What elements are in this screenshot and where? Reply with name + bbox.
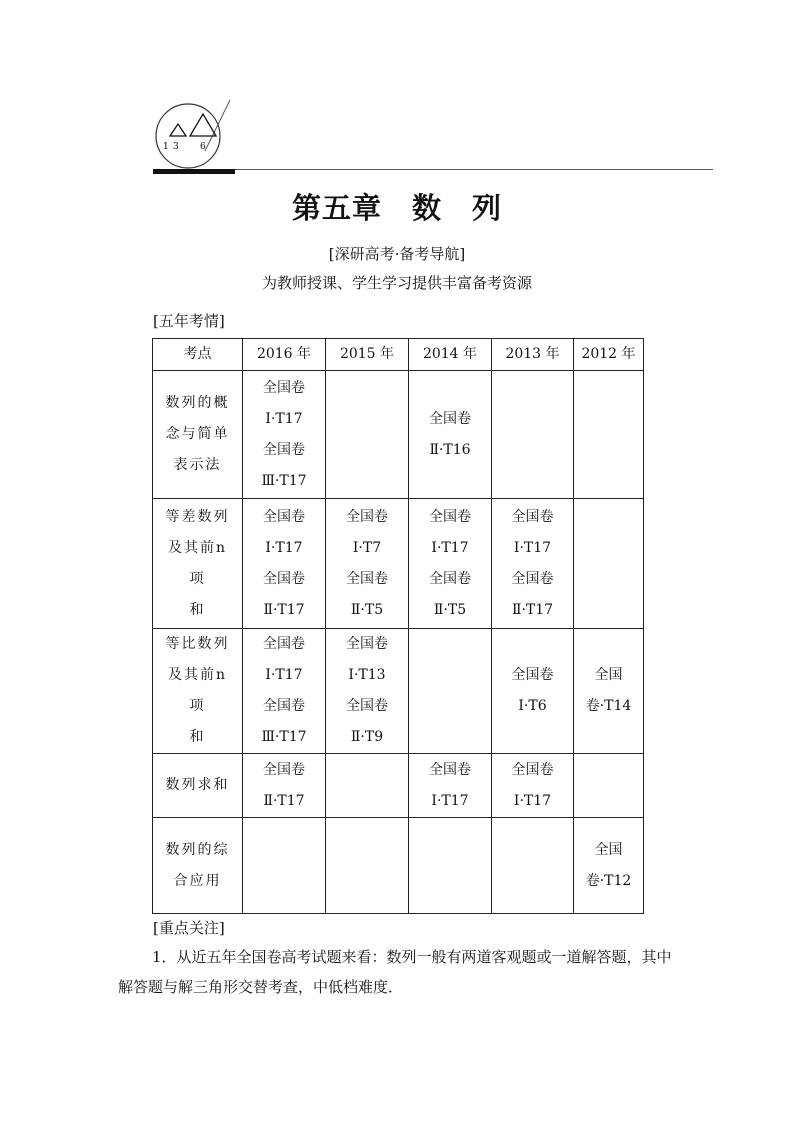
chapter-title: 第五章 数 列 xyxy=(291,191,502,225)
exam-cell-line: 卷·T12 xyxy=(585,872,632,889)
logo-number-3: 3 xyxy=(173,142,179,152)
section-focus-label: [重点关注] xyxy=(153,919,225,937)
table-header-cell: 考点 xyxy=(153,339,243,371)
exam-cell-line: Ⅱ·T17 xyxy=(263,792,305,809)
exam-cell xyxy=(409,371,492,499)
exam-cell-line: 全国卷 xyxy=(429,570,471,587)
exam-cell-line: 全国卷 xyxy=(263,570,305,587)
topic-line: 念与简单 xyxy=(165,426,230,442)
exam-cell-line: Ⅰ·T17 xyxy=(431,792,469,809)
topic-line: 表示法 xyxy=(173,457,222,473)
exam-cell-line: 全国卷 xyxy=(429,410,471,427)
exam-cell xyxy=(243,818,326,914)
exam-cell-line: 全国卷 xyxy=(346,698,388,714)
exam-cell xyxy=(243,371,326,499)
topic-line: 等比数列 xyxy=(165,636,230,652)
topic-line: 数列求和 xyxy=(165,777,230,793)
exam-cell-line: Ⅱ·T9 xyxy=(350,729,384,745)
exam-cell-line: Ⅰ·T6 xyxy=(518,698,547,714)
exam-cell-line: Ⅰ·T17 xyxy=(265,667,303,683)
header-bar xyxy=(153,169,235,174)
exam-cell xyxy=(574,371,644,499)
table-header-cell: 2013 年 xyxy=(492,339,574,371)
exam-cell-line: 全国卷 xyxy=(511,570,554,587)
topic-cell xyxy=(153,754,243,818)
exam-cell-line: 全国 xyxy=(594,841,623,858)
exam-cell-line: 全国卷 xyxy=(511,761,554,778)
exam-cell-line: 全国卷 xyxy=(429,508,471,525)
logo-number-6: 6 xyxy=(200,142,206,152)
topic-line: 和 xyxy=(189,729,206,745)
exam-cell xyxy=(492,629,574,754)
exam-cell-line: 全国卷 xyxy=(263,441,305,458)
table-row xyxy=(153,818,644,914)
exam-cell-line: Ⅲ·T17 xyxy=(261,472,307,489)
guide-title: [深研高考·备考导航] xyxy=(328,245,466,263)
table-header-cell: 2015 年 xyxy=(326,339,409,371)
exam-cell-line: 全国卷 xyxy=(263,636,305,652)
exam-cell-line: 全国卷 xyxy=(263,698,305,714)
exam-cell-line: 全国卷 xyxy=(263,508,305,525)
exam-cell xyxy=(243,499,326,629)
exam-cell xyxy=(326,629,409,754)
exam-cell-line: 全国卷 xyxy=(346,570,388,587)
topic-line: 及其前n项 xyxy=(167,667,228,714)
exam-cell xyxy=(409,754,492,818)
exam-cell-line: 全国卷 xyxy=(346,508,388,525)
table-header-row xyxy=(153,339,644,371)
exam-cell xyxy=(326,499,409,629)
exam-cell-line: 全国卷 xyxy=(346,636,388,652)
exam-cell xyxy=(409,499,492,629)
exam-cell-line: 卷·T14 xyxy=(585,698,632,714)
logo-number-1: 1 xyxy=(163,142,169,152)
topic-line: 和 xyxy=(189,601,206,618)
table-header-cell: 2012 年 xyxy=(574,339,644,371)
exam-cell-line: Ⅱ·T16 xyxy=(429,441,471,458)
topic-cell xyxy=(153,818,243,914)
exam-cell-line: 全国卷 xyxy=(429,761,471,778)
exam-cell xyxy=(326,818,409,914)
table-header-cell: 2016 年 xyxy=(243,339,326,371)
table-row xyxy=(153,499,644,629)
topic-cell xyxy=(153,371,243,499)
exam-cell xyxy=(409,818,492,914)
exam-cell xyxy=(574,499,644,629)
exam-cell xyxy=(243,754,326,818)
exam-cell xyxy=(492,371,574,499)
exam-cell xyxy=(326,371,409,499)
topic-line: 及其前n项 xyxy=(167,539,228,587)
exam-cell-line: Ⅰ·T17 xyxy=(513,792,552,809)
exam-cell-line: Ⅰ·T17 xyxy=(431,539,469,556)
table-row xyxy=(153,629,644,754)
exam-cell-line: Ⅱ·T5 xyxy=(433,601,467,618)
topic-line: 合应用 xyxy=(173,872,222,889)
large-triangle-icon xyxy=(190,114,216,136)
exam-cell-line: 全国 xyxy=(594,667,623,683)
exam-cell-line: 全国卷 xyxy=(511,667,554,683)
exam-table xyxy=(152,338,644,914)
exam-cell xyxy=(492,499,574,629)
topic-line: 等差数列 xyxy=(165,508,230,525)
exam-cell-line: Ⅱ·T17 xyxy=(511,601,554,618)
table-header-cell: 2014 年 xyxy=(409,339,492,371)
exam-cell xyxy=(574,818,644,914)
header-rule xyxy=(153,169,713,170)
exam-cell-line: Ⅰ·T17 xyxy=(513,539,552,556)
exam-cell xyxy=(574,754,644,818)
topic-line: 数列的概 xyxy=(165,395,230,411)
exam-cell-line: Ⅰ·T17 xyxy=(265,410,303,427)
exam-cell xyxy=(243,629,326,754)
exam-cell-line: Ⅰ·T13 xyxy=(348,667,386,683)
topic-cell xyxy=(153,629,243,754)
exam-cell xyxy=(492,754,574,818)
exam-cell-line: Ⅱ·T17 xyxy=(263,601,305,618)
exam-cell xyxy=(409,629,492,754)
table-row xyxy=(153,754,644,818)
small-triangle-icon xyxy=(170,124,186,136)
guide-subtitle: 为教师授课、学生学习提供丰富备考资源 xyxy=(261,274,532,292)
section-five-years-label: [五年考情] xyxy=(153,312,225,330)
exam-cell-line: Ⅰ·T17 xyxy=(265,539,303,556)
topic-cell xyxy=(153,499,243,629)
exam-cell-line: 全国卷 xyxy=(511,508,554,525)
exam-cell xyxy=(492,818,574,914)
exam-cell-line: Ⅰ·T7 xyxy=(352,539,382,556)
topic-line: 数列的综 xyxy=(165,841,230,858)
exam-cell-line: 全国卷 xyxy=(263,379,305,396)
exam-cell xyxy=(326,754,409,818)
exam-cell-line: Ⅲ·T17 xyxy=(261,729,307,745)
exam-cell-line: Ⅱ·T5 xyxy=(350,601,384,618)
focus-paragraph-1: 1．从近五年全国卷高考试题来看：数列一般有两道客观题或一道解答题，其中解答题与解三角形交替考查，中低档难度． xyxy=(118,948,672,996)
table-row xyxy=(153,371,644,499)
exam-cell-line: 全国卷 xyxy=(263,761,305,778)
exam-cell xyxy=(574,629,644,754)
